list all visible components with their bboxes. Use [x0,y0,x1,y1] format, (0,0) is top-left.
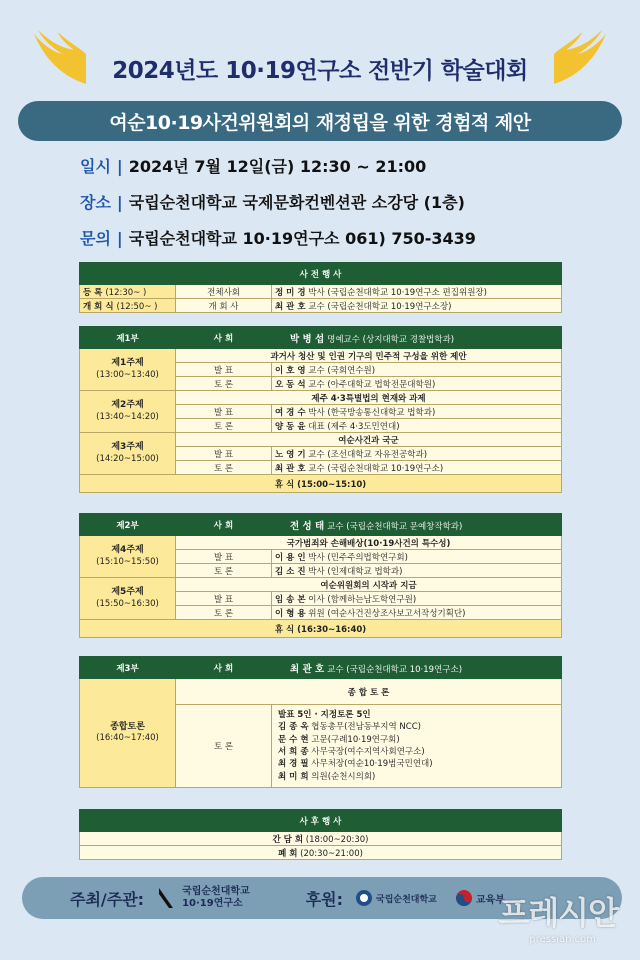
part1-table [79,326,562,493]
session-5-presenter-role: 발 표 [176,592,272,606]
watermark-logo: 프레시안 [498,894,618,932]
sponsor-university [355,889,437,907]
post-event-name: 폐 회 [278,848,298,859]
session-3-topic: 여순사건과 국군 [176,433,562,447]
session-1-time: (13:00~13:40) [96,369,159,380]
panelist-detail: 사무국장(여수지역사회연구소) [311,746,425,757]
university-emblem-icon [355,889,373,907]
registration-role: 전체사회 [176,285,272,299]
session-4-topic: 국가범죄와 손해배상(10·19사건의 특수성) [176,536,562,550]
panelist-name: 문 수 현 [278,734,309,745]
part2-break: 휴 식 (16:30~16:40) [80,620,562,638]
session-2-discussant-name: 양 동 윤 [275,421,306,432]
session-2-topic: 제주 4·3특별법의 현재와 과제 [176,391,562,405]
session-1-presenter-role: 발 표 [176,363,272,377]
pre-event-row [80,285,562,299]
part3-moderator-detail: 교수 (국립순천대학교 10·19연구소) [327,664,463,675]
session-2-time: (13:40~14:20) [96,411,159,422]
session-2-name: 제2주제 [111,400,144,411]
session-1-discussant-detail: 교수 (아주대학교 법학전문대학원) [308,379,436,390]
session-5-discussant-detail: 위원 (여순사건진상조사보고서작성기획단) [308,608,466,619]
part1-label: 제1부 [80,327,176,349]
panelist-detail: 의원(순천시의회) [311,771,376,782]
part1-moderator-detail: 명예교수 (상지대학교 경찰법학과) [327,334,455,345]
post-event-time: (18:00~20:30) [305,834,369,845]
session-panel-name: 종합토론 [110,721,145,732]
session-2-presenter-role: 발 표 [176,405,272,419]
subtitle-banner: 여순10·19사건위원회의 재정립을 위한 경험적 제안 [18,101,622,141]
session-4-presenter-role: 발 표 [176,550,272,564]
sponsor-university-name: 국립순천대학교 [376,894,437,905]
session-5-presenter-detail: 이사 (함께하는남도학연구원) [308,594,417,605]
part2-moderator-name: 전 성 태 [290,520,325,532]
session-2-presenter-name: 여 경 수 [275,407,306,418]
info-contact-label: 문의 [80,229,111,248]
panelist-list [272,705,562,788]
opening-name: 최 관 호 [275,301,306,312]
session-3-presenter-detail: 교수 (조선대학교 자유전공학과) [308,449,428,460]
session-4-presenter-detail: 박사 (민주주의법학연구회) [308,552,408,563]
info-venue-label: 장소 [80,193,111,212]
post-event-name: 간 담 회 [272,834,304,845]
session-5-name: 제5주제 [111,587,144,598]
part1-break: 휴 식 (15:00~15:10) [80,475,562,493]
panelist-detail: 협동총무(전남동부지역 NCC) [311,722,421,733]
host-org [158,886,250,911]
post-event-row [80,846,562,860]
panelist-detail: 사무처장(여순10·19범국민연대) [311,759,433,770]
pre-event-table [79,262,562,313]
pre-event-row [80,299,562,313]
part3-moderator-name: 최 관 호 [290,663,325,675]
session-3-time: (14:20~15:00) [96,453,159,464]
registration-label: 등 록 [83,287,103,298]
info-date-value: 2024년 7월 12일(금) 12:30 ~ 21:00 [128,157,427,176]
part1-moderator-name: 박 병 섭 [290,333,325,345]
registration-detail: 박사 (국립순천대학교 10·19연구소 편집위원장) [308,287,487,298]
part2-moderator-detail: 교수 (국립순천대학교 문예창작학과) [327,521,463,532]
part1-moderator-role: 사 회 [176,327,272,349]
session-1-presenter-name: 이 호 영 [275,365,306,376]
host-line2: 10·19연구소 [182,898,243,909]
session-4-time: (15:10~15:50) [96,556,159,567]
session-5 [80,578,176,620]
ministry-taegeuk-icon [455,889,473,907]
panelist-name: 최 경 필 [278,759,309,770]
session-1-presenter-detail: 교수 (국회연수원) [308,365,376,376]
session-5-discussant-name: 이 형 용 [275,608,306,619]
panelist-name: 최 미 희 [278,771,309,782]
session-5-time: (15:50~16:30) [96,598,159,609]
main-title: 2024년도 10·19연구소 전반기 학술대회 [112,58,528,84]
panelist-item [278,746,555,758]
info-venue: 장소 | 국립순천대학교 국제문화컨벤션관 소강당 (1층) [80,193,465,212]
opening-label: 개 회 식 [83,301,114,312]
session-3-discussant-role: 토 론 [176,461,272,475]
session-3-presenter-role: 발 표 [176,447,272,461]
session-2-presenter-detail: 박사 (한국방송통신대학교 법학과) [308,407,436,418]
pre-event-title: 사 전 행 사 [80,263,562,285]
part3-table [79,656,562,788]
session-5-discussant-role: 토 론 [176,606,272,620]
session-1-discussant-name: 오 동 석 [275,379,306,390]
session-panel-topic: 종 합 토 론 [176,679,562,705]
session-4-discussant-role: 토 론 [176,564,272,578]
opening-role: 개 회 사 [176,299,272,313]
session-5-presenter-name: 임 송 본 [275,594,306,605]
session-2-discussant-role: 토 론 [176,419,272,433]
post-event-time: (20:30~21:00) [300,848,363,859]
watermark-url: pressian.com [529,934,596,945]
part3-label: 제3부 [80,657,176,679]
info-date-label: 일시 [80,157,111,176]
session-panel-role: 토 론 [176,705,272,788]
session-4 [80,536,176,578]
opening-time: (12:50~ ) [116,301,158,312]
session-2-discussant-detail: 대표 (제주 4·3도민연대) [308,421,400,432]
panelist-name: 서 희 종 [278,746,309,757]
registration-name: 정 미 경 [275,287,306,298]
post-event-title: 사 후 행 사 [80,810,562,832]
session-1 [80,349,176,391]
info-date: 일시 | 2024년 7월 12일(금) 12:30 ~ 21:00 [80,157,427,176]
session-3-presenter-name: 노 영 기 [275,449,306,460]
session-4-discussant-name: 김 소 진 [275,566,306,577]
session-3-discussant-name: 최 관 호 [275,463,306,474]
panelist-item [278,721,555,733]
panelist-intro: 발표 5인 · 지정토론 5인 [278,710,371,720]
session-4-name: 제4주제 [111,545,144,556]
opening-detail: 교수 (국립순천대학교 10·19연구소장) [308,301,452,312]
session-3-discussant-detail: 교수 (국립순천대학교 10·19연구소) [308,463,444,474]
panelist-name: 김 종 옥 [278,722,309,733]
session-panel-time: (16:40~17:40) [96,733,159,744]
panelist-item [278,758,555,770]
sponsor-ministry-name: 교육부 [475,894,505,906]
session-4-discussant-detail: 박사 (인제대학교 법학과) [308,566,403,577]
institute-logo-icon [158,887,174,909]
session-3-name: 제3주제 [111,442,144,453]
session-1-discussant-role: 토 론 [176,377,272,391]
info-contact: 문의 | 국립순천대학교 10·19연구소 061) 750-3439 [80,229,476,248]
part2-label: 제2부 [80,514,176,536]
info-venue-value: 국립순천대학교 국제문화컨벤션관 소강당 (1층) [128,193,465,212]
part2-moderator-role: 사 회 [176,514,272,536]
session-1-name: 제1주제 [111,358,144,369]
session-3 [80,433,176,475]
part2-table [79,513,562,638]
session-panel [80,679,176,788]
host-line1: 국립순천대학교 [182,885,250,897]
post-event-table [79,809,562,860]
post-event-row [80,832,562,846]
part3-moderator-role: 사 회 [176,657,272,679]
panelist-item [278,734,555,746]
registration-time: (12:30~ ) [105,287,147,298]
session-1-topic: 과거사 청산 및 인권 기구의 민주적 구성을 위한 제안 [176,349,562,363]
panelist-detail: 고문(구례10·19연구회) [311,734,400,745]
panelist-item [278,771,555,783]
host-label: 주최/주관: [70,889,145,909]
session-4-presenter-name: 이 용 인 [275,552,306,563]
info-contact-value: 국립순천대학교 10·19연구소 061) 750-3439 [128,229,476,248]
sponsor-label: 후원: [305,889,344,909]
session-5-topic: 여순위원회의 시작과 지금 [176,578,562,592]
session-2 [80,391,176,433]
